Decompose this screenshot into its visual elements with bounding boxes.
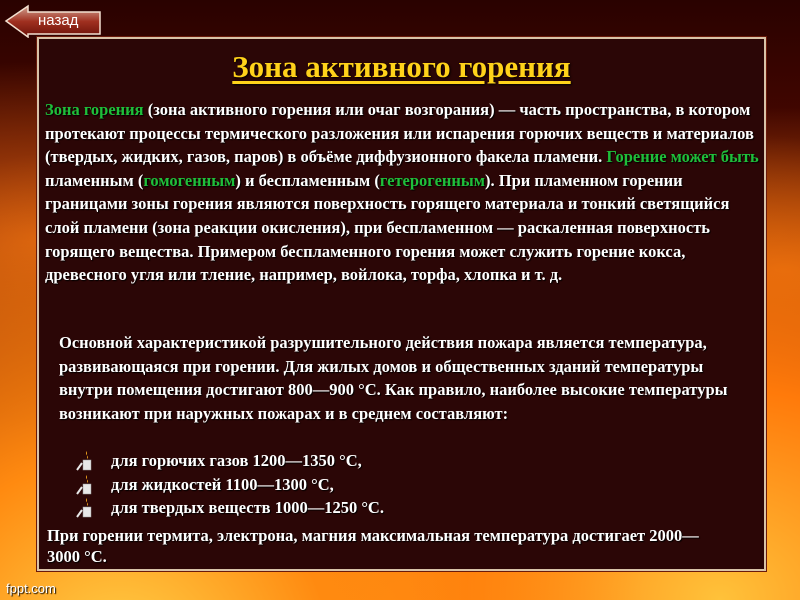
- temperature-paragraph: Основной характеристикой разрушительного действия пожара является температура, развивающаяся при горении. Для жилых домов и общественных зданий температуры внутри помещения достигают 800—900 °С. Как правило, наиболее высокие температуры возникают при наружных пожарах и в среднем составляют:: [59, 333, 728, 423]
- candle-icon: [75, 475, 97, 495]
- term-highlight: Зона горения: [45, 100, 144, 119]
- list-item-text: для горючих газов 1200—1350 °С,: [111, 451, 362, 470]
- temperature-list: [67, 449, 384, 520]
- content-panel: [37, 37, 766, 571]
- definition-text: ) и беспламенным (: [235, 170, 380, 190]
- term-highlight: Горение может быть: [606, 147, 759, 167]
- back-label: назад: [38, 12, 79, 29]
- candle-icon: [75, 498, 97, 518]
- definition-text: (зона активного горения или очаг возгорания) — часть пространства, в котором протекают процессы термического разложения или испарения горючих веществ и материалов (твердых, жидких, газов, паров) в объёме диффузионного факела пламени.: [45, 100, 754, 167]
- candle-icon: [75, 451, 97, 471]
- term-highlight: гомогенным: [143, 170, 236, 190]
- watermark: fppt.com: [6, 581, 56, 596]
- page-title: Зона активного горения: [232, 49, 571, 84]
- term-highlight: гетерогенным: [379, 170, 486, 190]
- definition-text: пламенным (: [45, 170, 144, 190]
- conclusion-paragraph: При горении термита, электрона, магния максимальная температура достигает 2000—3000 °С.: [47, 526, 699, 566]
- list-item-text: для жидкостей 1100—1300 °С,: [111, 474, 334, 494]
- list-item: [67, 496, 384, 520]
- list-item: [67, 473, 384, 497]
- list-item-text: для твердых веществ 1000—1250 °С.: [111, 498, 384, 518]
- definition-paragraph: [45, 98, 765, 287]
- back-button[interactable]: [4, 4, 102, 38]
- definition-text: ). При пламенном горении границами зоны горения являются поверхность горящего материала и тонкий светящийся слой пламени (зона реакции окисления), при беспламенном — раскаленная поверхность горящего вещества. Примером беспламенного горения может служить горение кокса, древесного угля или тление, например, войлока, торфа, хлопка и т. д.: [45, 170, 730, 285]
- list-item: [67, 449, 384, 473]
